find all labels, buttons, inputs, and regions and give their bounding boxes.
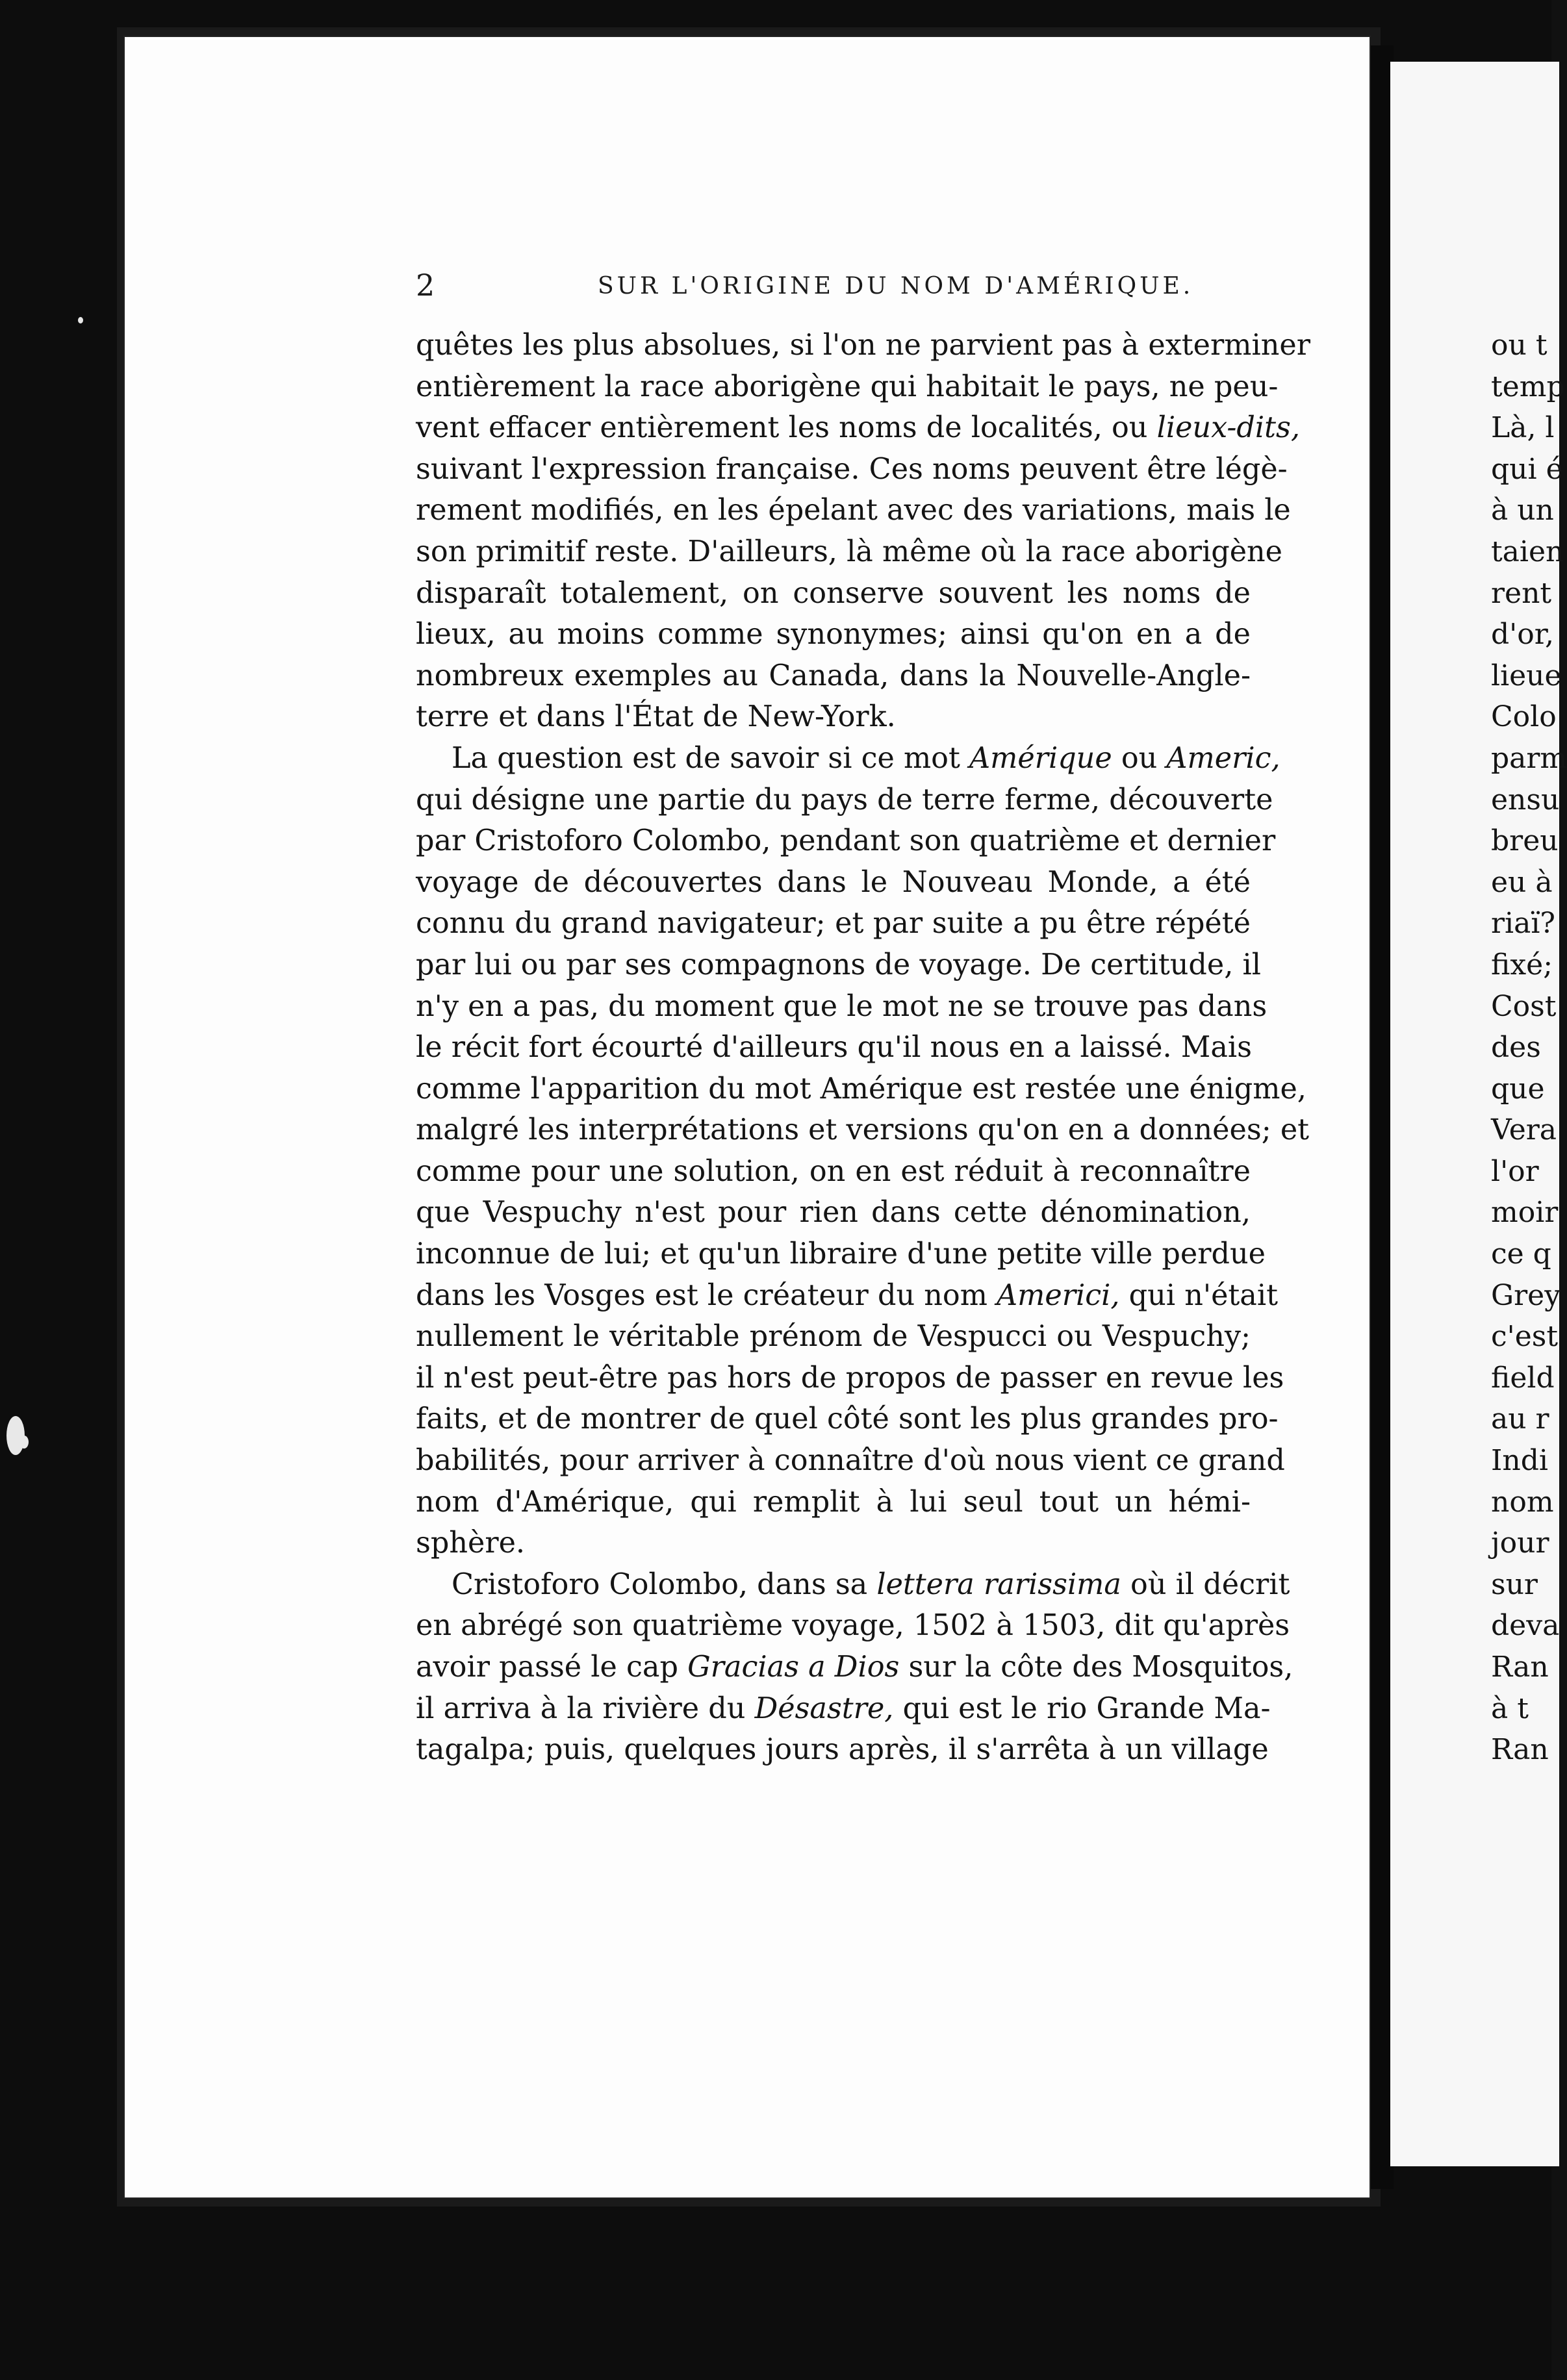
next-page-line: nom — [1491, 1485, 1554, 1519]
page-gutter — [1368, 45, 1394, 2189]
text-line — [416, 407, 1301, 449]
text-line: disparaît totalement, on conserve souvent les noms de — [416, 576, 1251, 610]
next-page-line: taien — [1491, 535, 1564, 568]
text-line: nombreux exemples au Canada, dans la Nouvelle-Angle- — [416, 659, 1251, 692]
text-line — [416, 1564, 1290, 1606]
next-page-line: rent — [1491, 576, 1552, 610]
next-page-line: des — [1491, 1031, 1541, 1065]
next-page-line: au r — [1491, 1402, 1549, 1436]
text-run: vent effacer entièrement les noms de localités, ou — [416, 411, 1157, 445]
text-line: voyage de découvertes dans le Nouveau Monde, a été — [416, 865, 1251, 899]
next-page-line: temp — [1491, 370, 1565, 403]
next-page-line: l'or — [1491, 1154, 1539, 1188]
next-page-line: jour — [1491, 1526, 1549, 1560]
text-line: faits, et de montrer de quel côté sont les plus grandes pro- — [416, 1402, 1279, 1436]
text-line: qui désigne une partie du pays de terre ferme, découverte — [416, 783, 1273, 817]
next-page-line: d'or, — [1491, 618, 1554, 652]
running-head: SUR L'ORIGINE DU NOM D'AMÉRIQUE. — [598, 273, 1194, 299]
text-line: par lui ou par ses compagnons de voyage. De certitude, il — [416, 948, 1261, 981]
text-line: en abrégé son quatrième voyage, 1502 à 1503, dit qu'après — [416, 1609, 1290, 1643]
body-text — [416, 325, 1310, 1771]
text-run: où il décrit — [1121, 1567, 1290, 1601]
italic-run: Gracias a Dios — [687, 1651, 900, 1684]
text-run: dans les Vosges est le créateur du nom — [416, 1278, 997, 1312]
text-line: tagalpa; puis, quelques jours après, il s'arrêta à un village — [416, 1733, 1269, 1767]
next-page-line: Indi — [1491, 1444, 1548, 1478]
next-page-line: Cost — [1491, 989, 1557, 1023]
next-page-line: Ran — [1491, 1733, 1549, 1767]
next-page-line: Vera — [1491, 1113, 1557, 1147]
next-page-line: à t — [1491, 1691, 1529, 1725]
next-page-line: sur — [1491, 1567, 1538, 1601]
page-number: 2 — [416, 268, 435, 303]
next-page-line: Grey — [1491, 1278, 1561, 1312]
text-line: comme pour une solution, on en est réduit à reconnaître — [416, 1154, 1251, 1188]
text-run: qui n'était — [1119, 1278, 1278, 1312]
italic-run: lettera rarissima — [876, 1567, 1121, 1601]
scan-speck — [19, 1436, 29, 1449]
text-line: nullement le véritable prénom de Vespucci ou Vespuchy; — [416, 1320, 1251, 1354]
text-line — [416, 738, 1280, 779]
next-page-line: breu — [1491, 824, 1559, 858]
next-page-line: à un — [1491, 494, 1554, 527]
next-page-line: field — [1491, 1361, 1555, 1395]
text-line: comme l'apparition du mot Amérique est restée une énigme, — [416, 1072, 1306, 1106]
next-page-line: ensu — [1491, 783, 1560, 817]
next-page-line: Colo — [1491, 700, 1557, 734]
text-line: il n'est peut-être pas hors de propos de passer en revue les — [416, 1361, 1284, 1395]
italic-run: Amérique — [969, 741, 1112, 775]
text-line: connu du grand navigateur; et par suite a pu être répété — [416, 907, 1251, 941]
text-line: le récit fort écourté d'ailleurs qu'il nous en a laissé. Mais — [416, 1031, 1252, 1065]
text-line: malgré les interprétations et versions qu'on en a données; et — [416, 1113, 1310, 1147]
next-page-line: eu à — [1491, 865, 1553, 899]
text-line: son primitif reste. D'ailleurs, là même où la race aborigène — [416, 535, 1283, 568]
next-page-line: moir — [1491, 1196, 1559, 1230]
next-page-line: lieue — [1491, 659, 1562, 692]
scan-speck — [78, 317, 83, 323]
text-line: que Vespuchy n'est pour rien dans cette dénomination, — [416, 1196, 1251, 1230]
text-line: par Cristoforo Colombo, pendant son quatrième et dernier — [416, 824, 1276, 858]
next-page-text — [1491, 325, 1567, 1771]
text-line: n'y en a pas, du moment que le mot ne se trouve pas dans — [416, 989, 1268, 1023]
text-line: babilités, pour arriver à connaître d'où nous vient ce grand — [416, 1444, 1285, 1478]
next-page-line: fixé; — [1491, 948, 1553, 981]
next-page-line: parm — [1491, 741, 1567, 775]
text-run: avoir passé le cap — [416, 1651, 688, 1684]
next-page-line: Ran — [1491, 1651, 1549, 1684]
text-line: inconnue de lui; et qu'un libraire d'une petite ville perdue — [416, 1237, 1266, 1271]
text-line: sphère. — [416, 1526, 526, 1560]
next-page-line: qui é — [1491, 452, 1563, 486]
text-run: La question est de savoir si ce mot — [452, 741, 970, 775]
text-line: suivant l'expression française. Ces noms peuvent être légè- — [416, 452, 1288, 486]
next-page-line: riaï? — [1491, 907, 1555, 941]
text-line — [416, 1275, 1278, 1317]
next-page-line: que — [1491, 1072, 1545, 1106]
text-run: Cristoforo Colombo, dans sa — [452, 1567, 877, 1601]
text-line — [416, 1647, 1293, 1688]
text-line — [416, 1688, 1271, 1730]
text-run: sur la côte des Mosquitos, — [899, 1651, 1293, 1684]
italic-run: Désastre, — [754, 1691, 894, 1725]
text-line: entièrement la race aborigène qui habitait le pays, ne peu- — [416, 370, 1279, 403]
text-line: rement modifiés, en les épelant avec des variations, mais le — [416, 494, 1291, 527]
next-page-line: c'est — [1491, 1320, 1559, 1354]
italic-run: lieux-dits, — [1156, 411, 1301, 445]
next-page-line: ce q — [1491, 1237, 1551, 1271]
text-line: quêtes les plus absolues, si l'on ne parvient pas à exterminer — [416, 329, 1310, 362]
text-line: nom d'Amérique, qui remplit à lui seul tout un hémi- — [416, 1485, 1251, 1519]
italic-run: Americi, — [997, 1278, 1120, 1312]
text-line: lieux, au moins comme synonymes; ainsi qu'on en a de — [416, 618, 1251, 652]
text-run: ou — [1112, 741, 1167, 775]
text-run: il arriva à la rivière du — [416, 1691, 755, 1725]
italic-run: Americ, — [1166, 741, 1280, 775]
text-run: qui est le rio Grande Ma- — [893, 1691, 1271, 1725]
next-page-line: deva — [1491, 1609, 1560, 1643]
next-page-line: ou t — [1491, 329, 1548, 362]
text-line: terre et dans l'État de New-York. — [416, 700, 896, 734]
next-page-line: Là, l — [1491, 411, 1555, 445]
